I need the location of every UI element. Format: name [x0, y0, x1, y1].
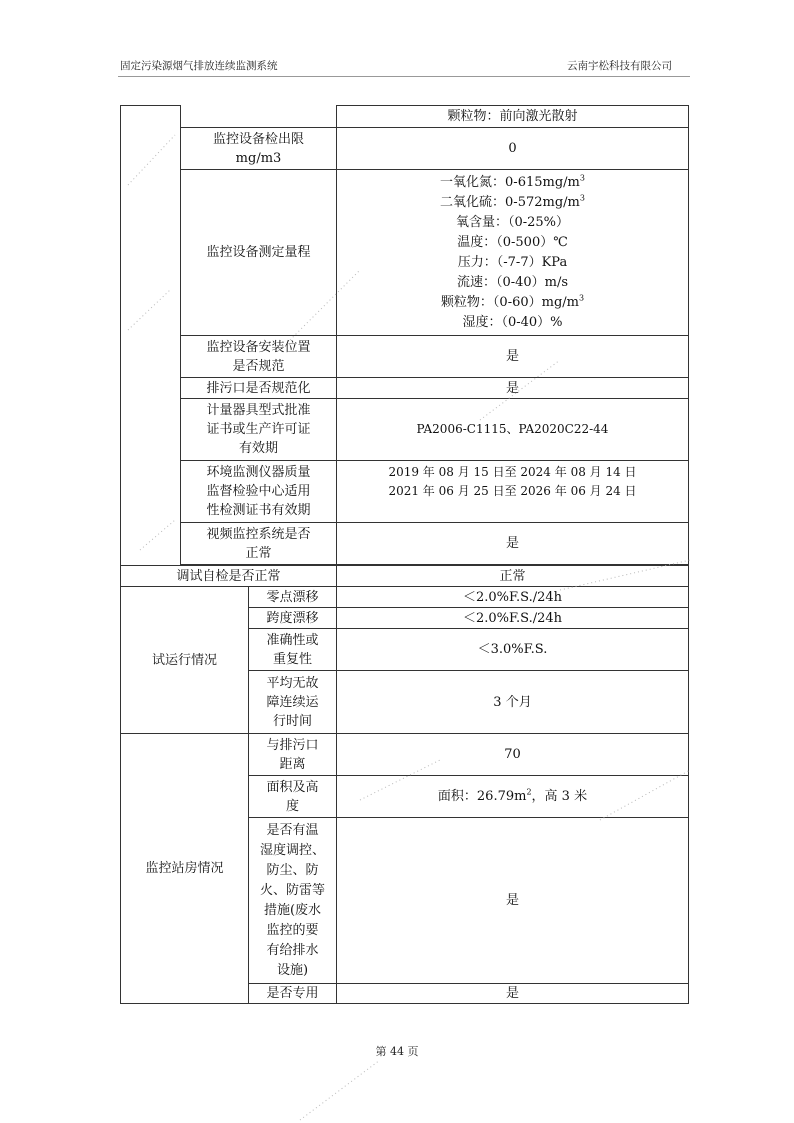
env-cert-value: 2019 年 08 月 15 日至 2024 年 08 月 14 日 2021 年 06 月 25 日至 2026 年 06 月 24 日 — [337, 461, 689, 523]
table-row — [121, 378, 689, 399]
install-position-label: 监控设备安装位置 是否规范 — [181, 336, 337, 378]
dedicated-value: 是 — [337, 984, 689, 1004]
mtbf-label: 平均无故 障连续运 行时间 — [249, 671, 337, 734]
facilities-label — [249, 818, 337, 984]
left-blank-cell — [121, 106, 181, 566]
video-label: 视频监控系统是否 正常 — [181, 523, 337, 565]
video-value: 是 — [337, 523, 689, 565]
range-line: 温度：（0-500）℃ — [457, 234, 568, 250]
metrology-value: PA2006-C1115、PA2020C22-44 — [337, 399, 689, 461]
env-cert-label: 环境监测仪器质量 监督检验中心适用 性检测证书有效期 — [181, 461, 337, 523]
range-line: 二氧化硫：$0-572mg/m^3$ — [440, 193, 585, 210]
facilities-label-line: 是否有温 — [266, 822, 319, 838]
table-row — [121, 170, 689, 336]
range-values — [337, 170, 689, 336]
table-row — [121, 566, 689, 587]
table-row — [121, 461, 689, 523]
metrology-label: 计量器具型式批准 证书或生产许可证 有效期 — [181, 399, 337, 461]
facilities-label-line: 监控的要 — [266, 922, 319, 938]
dedicated-label: 是否专用 — [249, 984, 337, 1004]
table-row — [121, 523, 689, 565]
self-check-label: 调试自检是否正常 — [121, 566, 337, 587]
range-label: 监控设备测定量程 — [181, 170, 337, 336]
facilities-label-line: 措施(废水 — [263, 902, 322, 918]
label-cell — [181, 106, 337, 128]
table-row — [121, 128, 689, 170]
facilities-value: 是 — [337, 818, 689, 984]
table-row — [121, 106, 689, 128]
area-label: 面积及高 度 — [249, 776, 337, 818]
page-number: 第 44 页 — [375, 1045, 419, 1058]
range-line: 颗粒物：$(0-60)mg/m^3$ — [440, 293, 585, 310]
detection-limit-label: 监控设备检出限 mg/m3 — [181, 128, 337, 170]
outlet-standard-value: 是 — [337, 378, 689, 399]
range-line: 氧含量：（0-25%） — [455, 214, 570, 230]
install-position-value: 是 — [337, 336, 689, 378]
self-check-value: 正常 — [337, 566, 689, 587]
table-row — [121, 734, 689, 776]
distance-label: 与排污口 距离 — [249, 734, 337, 776]
span-drift-label: 跨度漂移 — [249, 608, 337, 629]
detection-limit-value: 0 — [337, 128, 689, 170]
distance-value: 70 — [337, 734, 689, 776]
facilities-label-line: 火、防雷等 — [259, 882, 325, 898]
zero-drift-value: ＜2.0%F.S./24h — [337, 587, 689, 608]
outlet-standard-label: 排污口是否规范化 — [181, 378, 337, 399]
table-row — [121, 587, 689, 608]
zero-drift-label: 零点漂移 — [249, 587, 337, 608]
particle-method-value: 颗粒物：前向激光散射 — [337, 106, 689, 128]
accuracy-label: 准确性或 重复性 — [249, 629, 337, 671]
header-divider — [118, 76, 690, 77]
facilities-label-line: 湿度调控、 — [259, 842, 325, 858]
span-drift-value: ＜2.0%F.S./24h — [337, 608, 689, 629]
range-line: 湿度：（0-40）% — [462, 314, 563, 330]
facilities-label-line: 设施) — [276, 962, 309, 978]
table-row — [121, 399, 689, 461]
area-value: 面积：$26.79m^2$，高 3 米 — [337, 776, 689, 818]
inspection-table — [120, 105, 689, 1004]
header-right: 云南宇松科技有限公司 — [567, 60, 672, 72]
facilities-label-line: 有给排水 — [266, 942, 319, 958]
table-row — [121, 336, 689, 378]
facilities-label-line: 防尘、防 — [266, 862, 319, 878]
mtbf-value: 3 个月 — [337, 671, 689, 734]
range-line: 流速：（0-40）m/s — [456, 274, 569, 290]
range-line: 一氧化氮：$0-615mg/m^3$ — [440, 173, 585, 190]
range-line: 压力：（-7-7）KPa — [457, 254, 568, 270]
trial-group-label: 试运行情况 — [121, 587, 249, 734]
header-left: 固定污染源烟气排放连续监测系统 — [120, 60, 278, 72]
accuracy-value: ＜3.0%F.S. — [337, 629, 689, 671]
station-group-label: 监控站房情况 — [121, 734, 249, 1004]
